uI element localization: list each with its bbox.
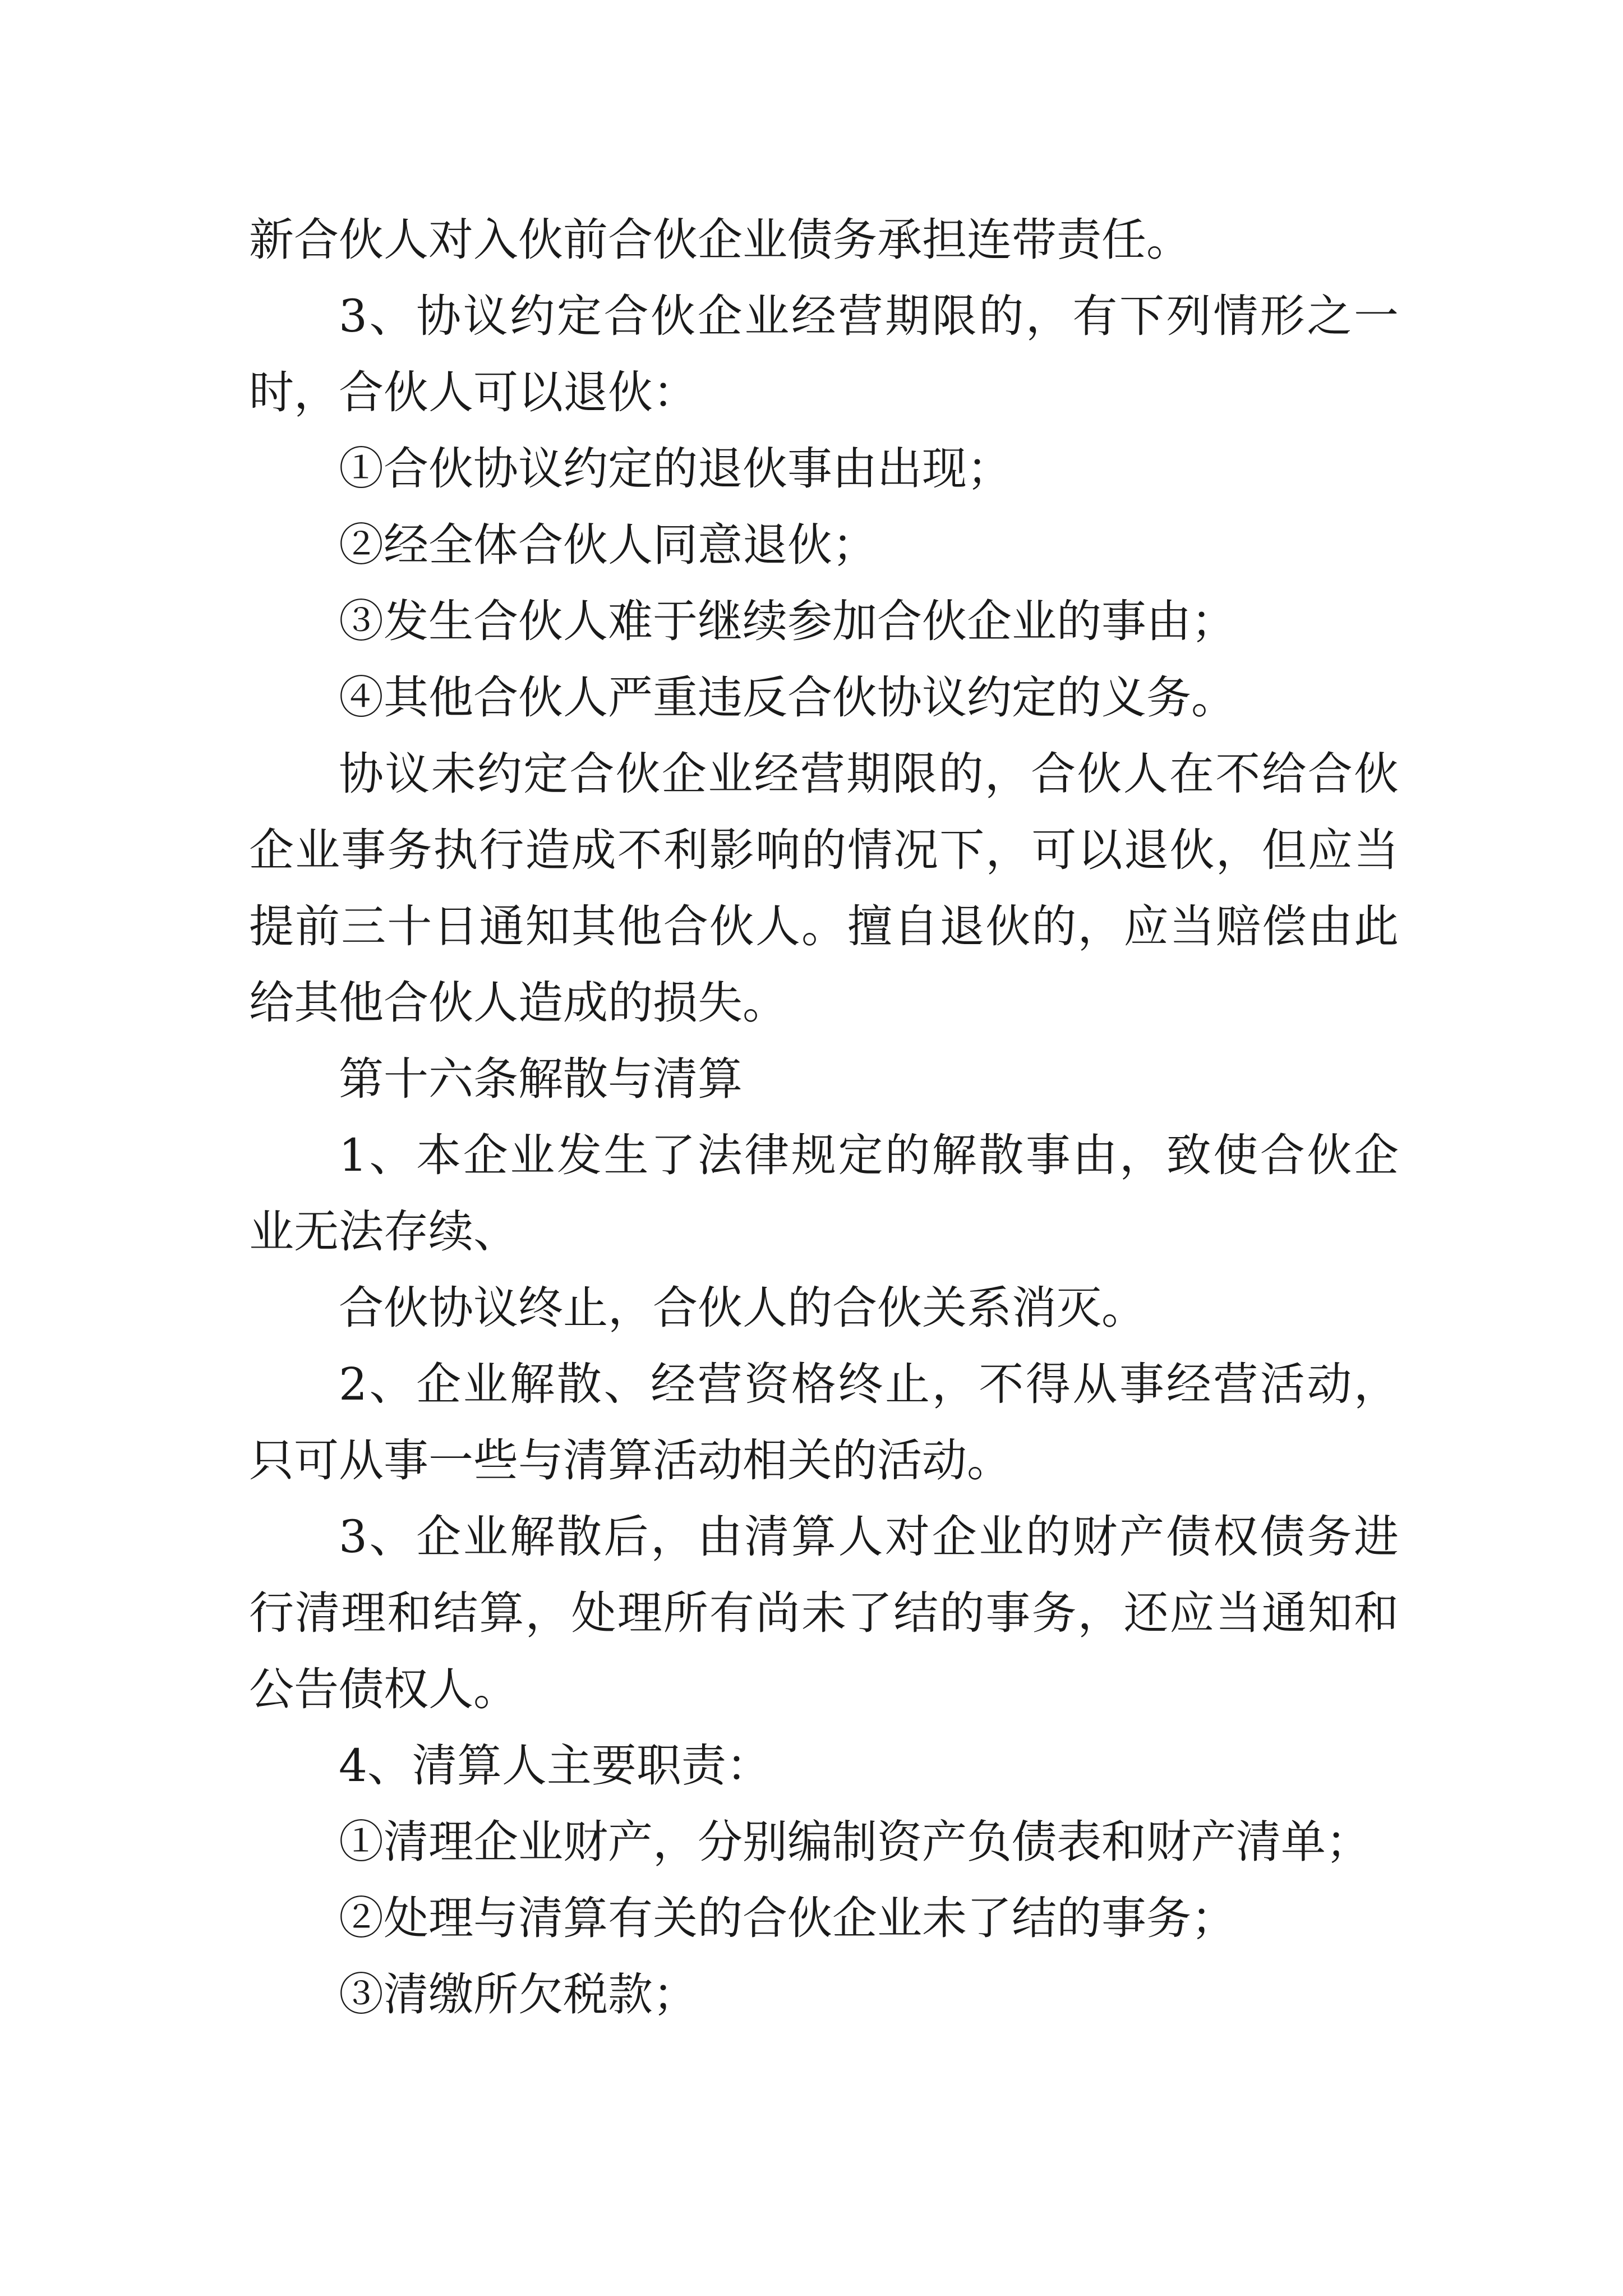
paragraph: 3、企业解散后，由清算人对企业的财产债权债务进行清理和结算，处理所有尚未了结的事务，还应当通知和公告债权人。 (249, 1511, 1399, 1715)
paragraph: 3、协议约定合伙企业经营期限的，有下列情形之一时，合伙人可以退伙： (249, 290, 1399, 418)
list-item: ②经全体合伙人同意退伙； (339, 519, 877, 571)
paragraph: 合伙协议终止，合伙人的合伙关系消灭。 (339, 1282, 1146, 1334)
list-item: ③清缴所欠税款； (339, 1968, 698, 2021)
list-item: ④其他合伙人严重违反合伙协议约定的义务。 (339, 671, 1236, 724)
paragraph: 1、本企业发生了法律规定的解散事由，致使合伙企业无法存续、 (249, 1129, 1399, 1258)
paragraph: 2、企业解散、经营资格终止，不得从事经营活动，只可从事一些与清算活动相关的活动。 (249, 1358, 1399, 1487)
paragraph: 新合伙人对入伙前合伙企业债务承担连带责任。 (249, 214, 1191, 266)
document-body (249, 202, 1399, 2033)
paragraph: 协议未约定合伙企业经营期限的，合伙人在不给合伙企业事务执行造成不利影响的情况下，可以退伙，但应当提前三十日通知其他合伙人。擅自退伙的，应当赔偿由此给其他合伙人造成的损失。 (249, 748, 1399, 1029)
list-item: ①合伙协议约定的退伙事由出现； (339, 443, 1012, 495)
list-item: ②处理与清算有关的合伙企业未了结的事务； (339, 1892, 1236, 1944)
section-heading: 第十六条解散与清算 (339, 1053, 743, 1105)
list-item: ③发生合伙人难于继续参加合伙企业的事由； (339, 595, 1236, 647)
list-item: ①清理企业财产，分别编制资产负债表和财产清单； (339, 1816, 1371, 1868)
paragraph: 4、清算人主要职责： (339, 1740, 771, 1792)
